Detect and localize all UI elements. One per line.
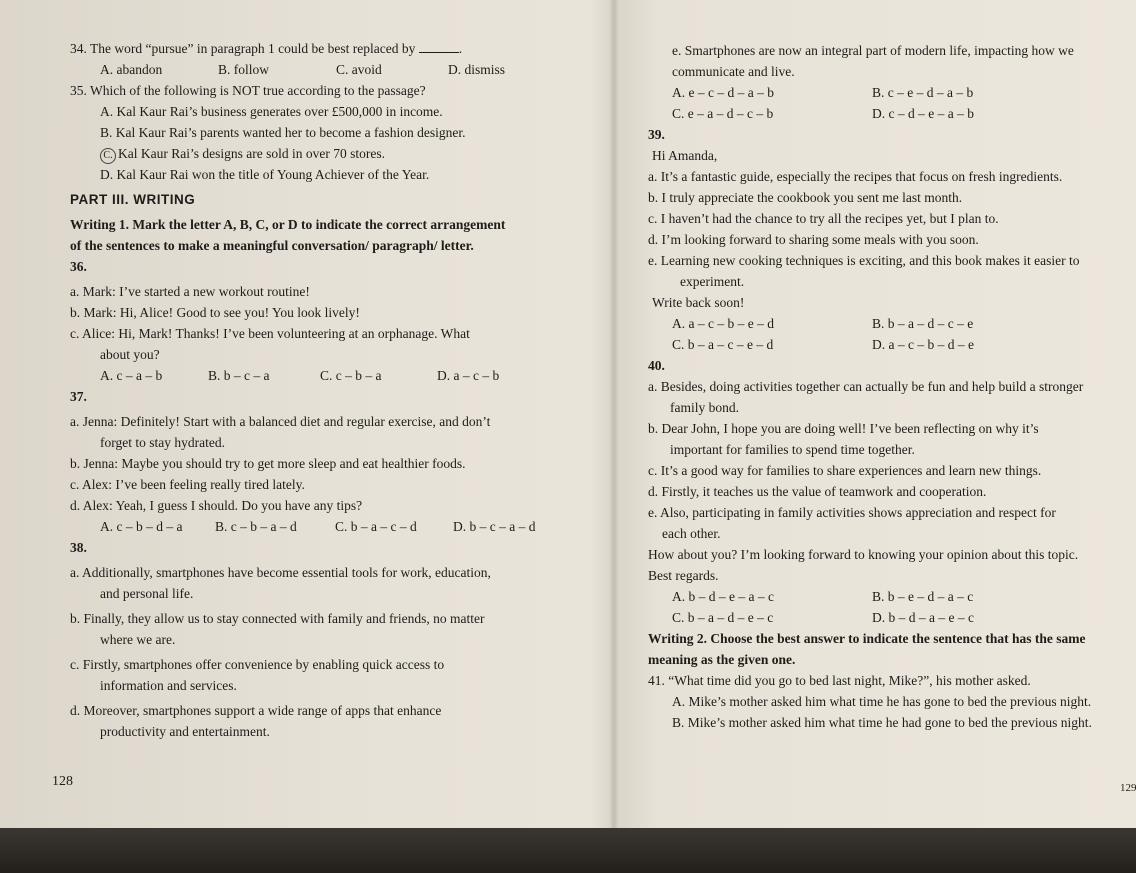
- q40-option-b[interactable]: B. b – e – d – a – c: [872, 589, 974, 604]
- q37-option-b[interactable]: B. c – b – a – d: [215, 519, 297, 534]
- q35-stem: 35. Which of the following is NOT true according to the passage?: [70, 83, 426, 98]
- writing2-instruction: Writing 2. Choose the best answer to indicate the sentence that has the same: [648, 631, 1086, 646]
- q37-sentence-b: b. Jenna: Maybe you should try to get more sleep and eat healthier foods.: [70, 456, 466, 471]
- q40-sentence-b: b. Dear John, I hope you are doing well! I’ve been reflecting on why it’s: [648, 421, 1039, 436]
- writing2-instruction-cont: meaning as the given one.: [648, 652, 796, 667]
- q40-options-row2: [648, 607, 1126, 628]
- q35-option-b[interactable]: B. Kal Kaur Rai’s parents wanted her to become a fashion designer.: [100, 125, 466, 140]
- q40-option-d[interactable]: D. b – d – a – e – c: [872, 610, 974, 625]
- writing1-instruction-cont: of the sentences to make a meaningful conversation/ paragraph/ letter.: [70, 238, 474, 253]
- q35-option-d[interactable]: D. Kal Kaur Rai won the title of Young Achiever of the Year.: [100, 167, 430, 182]
- q40-options-row1: [648, 586, 1126, 607]
- q38-sentence-a: a. Additionally, smartphones have become essential tools for work, education,: [70, 565, 491, 580]
- q34-stem: 34. The word “pursue” in paragraph 1 could be best replaced by .: [70, 41, 463, 56]
- q38-sentence-e-cont: communicate and live.: [672, 64, 795, 79]
- q38-options-row1: [648, 82, 1126, 103]
- q37-option-a[interactable]: A. c – b – d – a: [100, 519, 183, 534]
- q41-option-b[interactable]: B. Mike’s mother asked him what time he had gone to bed the previous night.: [672, 715, 1092, 730]
- q38-sentence-a-cont: and personal life.: [100, 586, 194, 601]
- q34-options: [70, 59, 590, 80]
- q37-sentence-d: d. Alex: Yeah, I guess I should. Do you have any tips?: [70, 498, 363, 513]
- q39-sentence-a: a. It’s a fantastic guide, especially the recipes that focus on fresh ingredients.: [648, 169, 1063, 184]
- q34-option-d[interactable]: D. dismiss: [448, 62, 506, 77]
- q40-sentence-f: How about you? I’m looking forward to knowing your opinion about this topic.: [648, 547, 1079, 562]
- q36-option-b[interactable]: B. b – c – a: [208, 368, 270, 383]
- q34-option-c[interactable]: C. avoid: [336, 62, 382, 77]
- q41-stem: 41. “What time did you go to bed last night, Mike?”, his mother asked.: [648, 673, 1031, 688]
- left-page: [70, 38, 590, 742]
- q39-greeting: Hi Amanda,: [652, 148, 718, 163]
- q39-sentence-e-cont: experiment.: [680, 274, 745, 289]
- book-gutter: [610, 0, 618, 828]
- q37-option-d[interactable]: D. b – c – a – d: [453, 519, 536, 534]
- q39-option-c[interactable]: C. b – a – c – e – d: [672, 337, 774, 352]
- q38-sentence-c-cont: information and services.: [100, 678, 237, 693]
- q38-option-b[interactable]: B. c – e – d – a – b: [872, 85, 974, 100]
- q36-option-a[interactable]: A. c – a – b: [100, 368, 163, 383]
- q37-option-c[interactable]: C. b – a – c – d: [335, 519, 417, 534]
- q40-sentence-b-cont: important for families to spend time together.: [670, 442, 915, 457]
- q36-options: [70, 365, 590, 386]
- q41-option-a[interactable]: A. Mike’s mother asked him what time he has gone to bed the previous night.: [672, 694, 1092, 709]
- page-number-right: 129: [1120, 782, 1136, 794]
- q38-sentence-e: e. Smartphones are now an integral part of modern life, impacting how we: [672, 43, 1074, 58]
- part-heading: PART III. WRITING: [70, 192, 196, 207]
- q39-options-row1: [648, 313, 1126, 334]
- q40-sentence-e: e. Also, participating in family activities shows appreciation and respect for: [648, 505, 1056, 520]
- q38-option-d[interactable]: D. c – d – e – a – b: [872, 106, 974, 121]
- q36-sentence-c-cont: about you?: [100, 347, 160, 362]
- q37-sentence-a: a. Jenna: Definitely! Start with a balanced diet and regular exercise, and don’t: [70, 414, 491, 429]
- q36-sentence-b: b. Mark: Hi, Alice! Good to see you! You look lively!: [70, 305, 360, 320]
- q39-sentence-d: d. I’m looking forward to sharing some meals with you soon.: [648, 232, 979, 247]
- q39-number: 39.: [648, 127, 665, 142]
- q39-option-a[interactable]: A. a – c – b – e – d: [672, 316, 774, 331]
- q40-sentence-a-cont: family bond.: [670, 400, 739, 415]
- q38-option-c[interactable]: C. e – a – d – c – b: [672, 106, 774, 121]
- q38-option-a[interactable]: A. e – c – d – a – b: [672, 85, 774, 100]
- q39-closing: Write back soon!: [652, 295, 745, 310]
- q35-option-c[interactable]: C. Kal Kaur Rai’s designs are sold in over 70 stores.: [70, 143, 590, 164]
- q36-sentence-c: c. Alice: Hi, Mark! Thanks! I’ve been volunteering at an orphanage. What: [70, 326, 470, 341]
- q40-option-c[interactable]: C. b – a – d – e – c: [672, 610, 774, 625]
- writing1-instruction: Writing 1. Mark the letter A, B, C, or D to indicate the correct arrangement: [70, 217, 506, 232]
- desk-surface: [0, 828, 1136, 873]
- q39-option-d[interactable]: D. a – c – b – d – e: [872, 337, 974, 352]
- q34-option-b[interactable]: B. follow: [218, 62, 270, 77]
- q38-sentence-c: c. Firstly, smartphones offer convenience by enabling quick access to: [70, 657, 445, 672]
- q38-sentence-b-cont: where we are.: [100, 632, 176, 647]
- q39-sentence-c: c. I haven’t had the chance to try all the recipes yet, but I plan to.: [648, 211, 999, 226]
- q37-sentence-c: c. Alex: I’ve been feeling really tired lately.: [70, 477, 305, 492]
- q37-number: 37.: [70, 389, 87, 404]
- q40-sentence-e-cont: each other.: [662, 526, 721, 541]
- q36-sentence-a: a. Mark: I’ve started a new workout routine!: [70, 284, 310, 299]
- right-page: [648, 40, 1126, 733]
- q38-options-row2: [648, 103, 1126, 124]
- q36-number: 36.: [70, 259, 87, 274]
- q40-option-a[interactable]: A. b – d – e – a – c: [672, 589, 774, 604]
- q39-sentence-b: b. I truly appreciate the cookbook you sent me last month.: [648, 190, 963, 205]
- circled-answer-mark: C.: [100, 148, 116, 164]
- q39-options-row2: [648, 334, 1126, 355]
- q38-sentence-d-cont: productivity and entertainment.: [100, 724, 270, 739]
- q39-option-b[interactable]: B. b – a – d – c – e: [872, 316, 974, 331]
- q38-sentence-d: d. Moreover, smartphones support a wide range of apps that enhance: [70, 703, 442, 718]
- q40-sentence-d: d. Firstly, it teaches us the value of teamwork and cooperation.: [648, 484, 987, 499]
- q39-sentence-e: e. Learning new cooking techniques is exciting, and this book makes it easier to: [648, 253, 1080, 268]
- q35-option-a[interactable]: A. Kal Kaur Rai’s business generates over £500,000 in income.: [100, 104, 443, 119]
- q40-number: 40.: [648, 358, 665, 373]
- q34-option-a[interactable]: A. abandon: [100, 62, 163, 77]
- q40-sentence-a: a. Besides, doing activities together can actually be fun and help build a stronger: [648, 379, 1084, 394]
- q40-closing: Best regards.: [648, 568, 719, 583]
- q38-number: 38.: [70, 540, 87, 555]
- q36-option-c[interactable]: C. c – b – a: [320, 368, 382, 383]
- page-number-left: 128: [52, 774, 73, 789]
- q40-sentence-c: c. It’s a good way for families to share experiences and learn new things.: [648, 463, 1042, 478]
- q37-sentence-a-cont: forget to stay hydrated.: [100, 435, 225, 450]
- q37-options: [70, 516, 590, 537]
- answer-blank: [419, 40, 459, 53]
- q36-option-d[interactable]: D. a – c – b: [437, 368, 500, 383]
- q38-sentence-b: b. Finally, they allow us to stay connected with family and friends, no matter: [70, 611, 485, 626]
